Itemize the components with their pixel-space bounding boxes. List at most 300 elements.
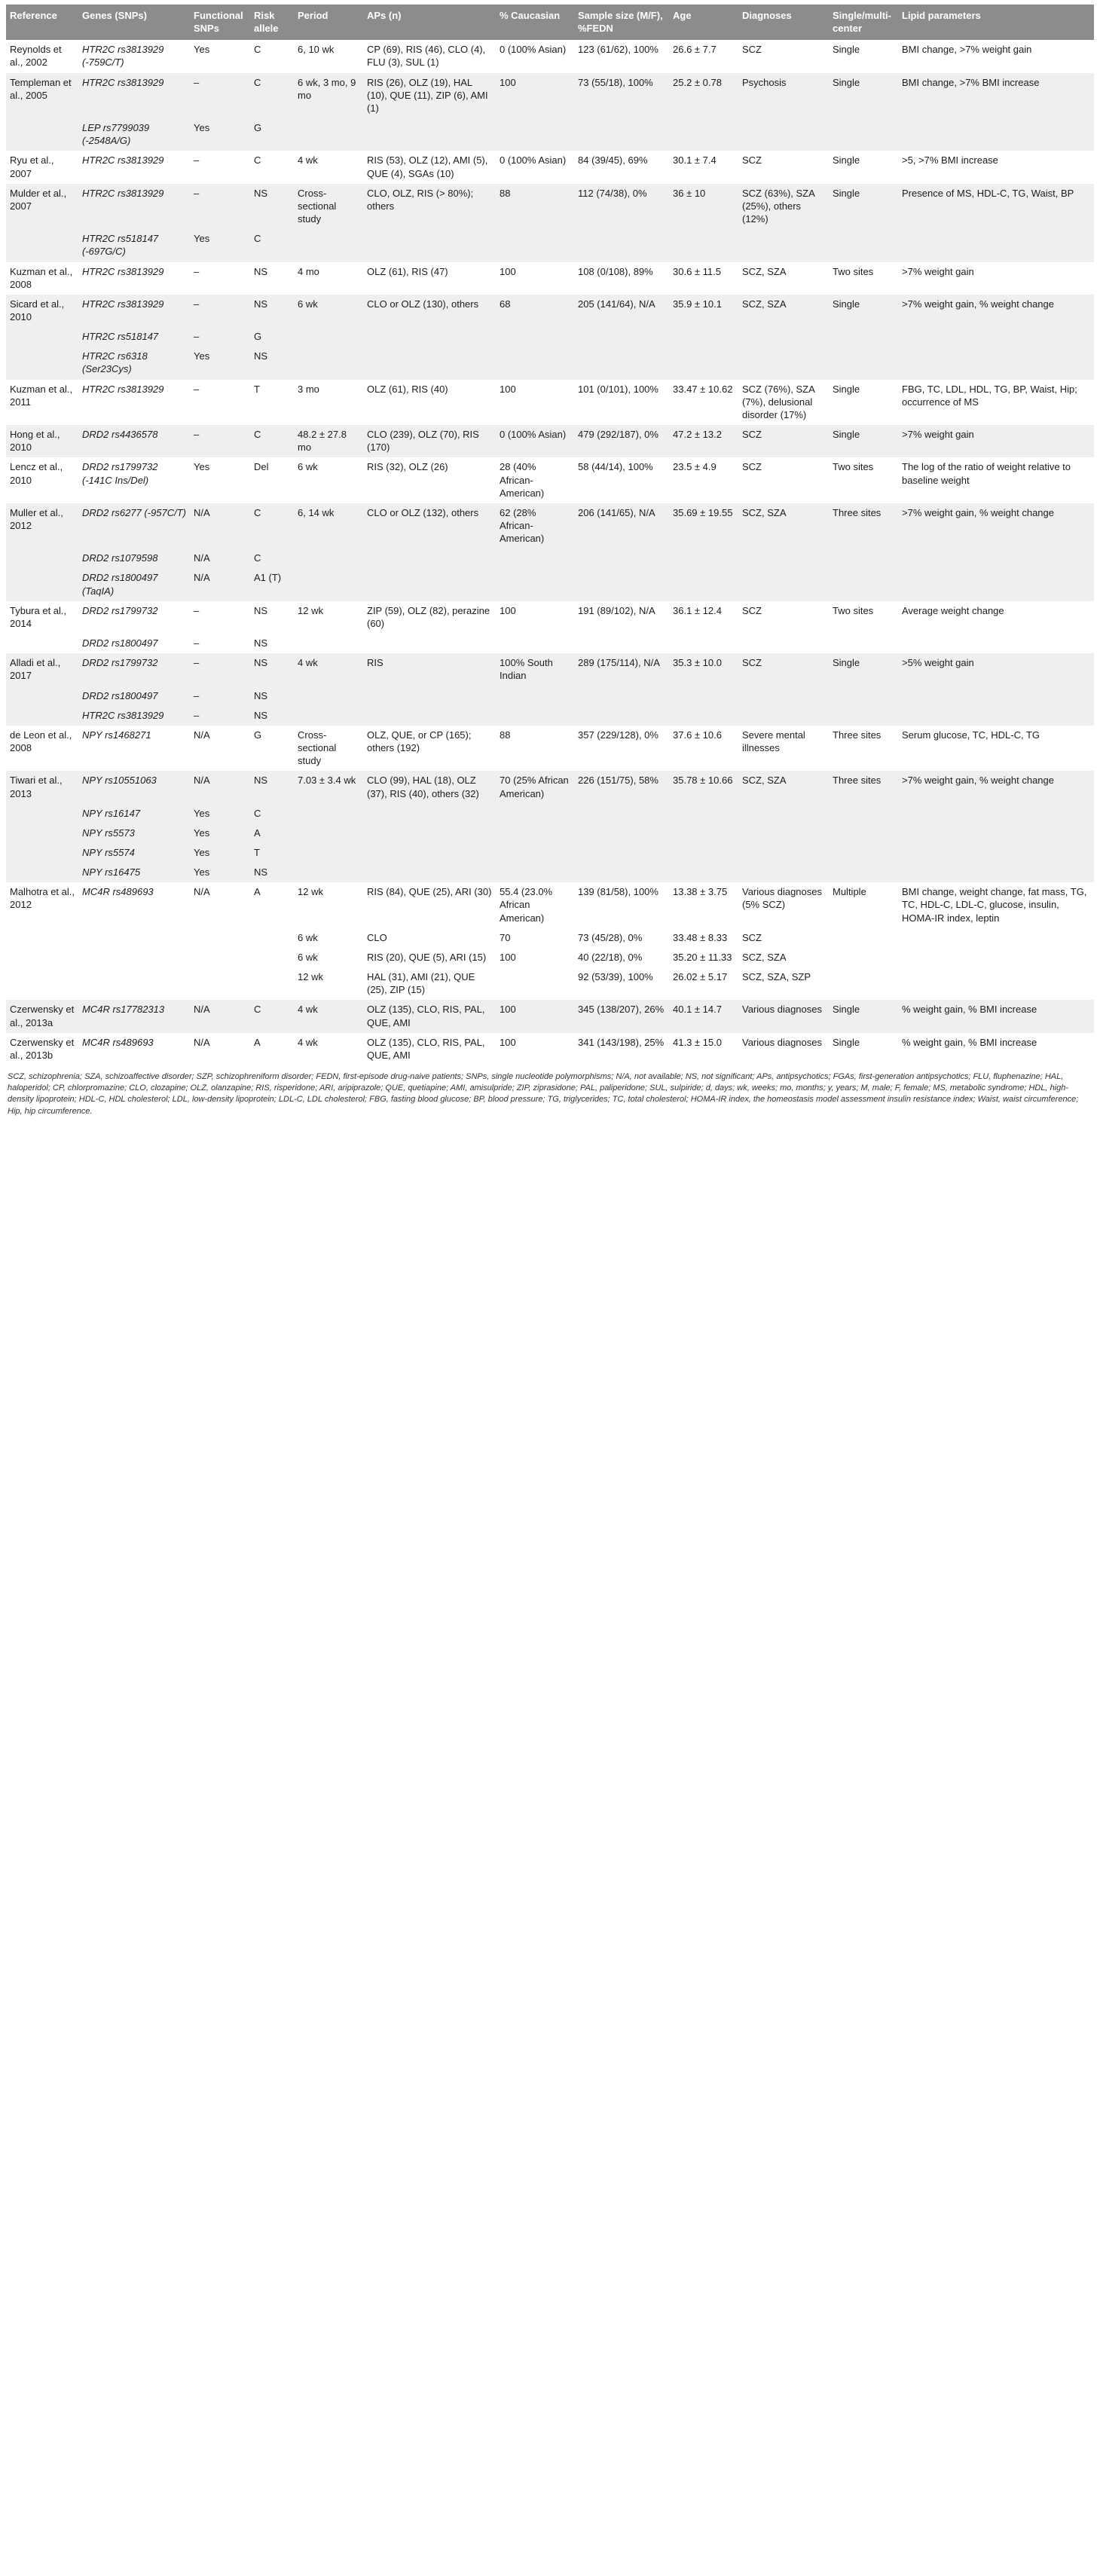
center-cell [829,568,898,600]
age-cell [669,804,738,824]
risk-allele-cell: C [250,229,294,261]
gene-snp-cell: DRD2 rs1079598 [78,549,190,568]
center-cell: Three sites [829,726,898,771]
table-row [6,457,1094,503]
antipsychotics-cell [363,863,496,882]
age-cell [669,863,738,882]
diagnoses-cell: Various diagnoses [738,1000,829,1032]
antipsychotics-cell: CLO or OLZ (132), others [363,503,496,549]
lipid-parameters-cell [898,804,1094,824]
risk-allele-cell: NS [250,184,294,229]
period-cell [294,843,363,863]
period-cell: Cross-sectional study [294,726,363,771]
reference-cell [6,863,78,882]
age-cell [669,347,738,379]
caucasian-percent-cell [496,686,574,706]
lipid-parameters-cell: >7% weight gain, % weight change [898,295,1094,327]
sample-size-cell [574,804,669,824]
lipid-parameters-cell: >7% weight gain, % weight change [898,503,1094,549]
risk-allele-cell: C [250,1000,294,1032]
age-cell: 23.5 ± 4.9 [669,457,738,503]
caucasian-percent-cell [496,863,574,882]
risk-allele-cell: G [250,118,294,151]
functional-snp-cell: – [190,686,250,706]
period-cell: 4 wk [294,653,363,686]
diagnoses-cell [738,804,829,824]
reference-cell: Mulder et al., 2007 [6,184,78,229]
antipsychotics-cell [363,549,496,568]
age-cell [669,686,738,706]
antipsychotics-cell: ZIP (59), OLZ (82), perazine (60) [363,601,496,634]
reference-cell [6,928,78,948]
lipid-parameters-cell: >5% weight gain [898,653,1094,686]
caucasian-percent-cell: 100 [496,1033,574,1065]
caucasian-percent-cell: 0 (100% Asian) [496,151,574,183]
reference-cell: Malhotra et al., 2012 [6,882,78,927]
reference-cell: Alladi et al., 2017 [6,653,78,686]
period-cell: 4 mo [294,262,363,295]
diagnoses-cell [738,229,829,261]
gene-snp-cell: MC4R rs489693 [78,1033,190,1065]
gene-snp-cell: HTR2C rs3813929 (-759C/T) [78,40,190,72]
center-cell [829,686,898,706]
sample-size-cell: 205 (141/64), N/A [574,295,669,327]
functional-snp-cell: – [190,601,250,634]
lipid-parameters-cell [898,706,1094,726]
table-row [6,503,1094,549]
center-cell [829,634,898,653]
period-cell: 6 wk [294,928,363,948]
sample-size-cell: 341 (143/198), 25% [574,1033,669,1065]
table-row [6,653,1094,686]
table-row [6,380,1094,425]
reference-cell: Tybura et al., 2014 [6,601,78,634]
caucasian-percent-cell: 100 [496,380,574,425]
caucasian-percent-cell [496,804,574,824]
antipsychotics-cell [363,843,496,863]
period-cell: Cross-sectional study [294,184,363,229]
period-cell: 6 wk, 3 mo, 9 mo [294,73,363,118]
gene-snp-cell: MC4R rs489693 [78,882,190,927]
risk-allele-cell: NS [250,706,294,726]
table-footnote: SCZ, schizophrenia; SZA, schizoaffective disorder; SZP, schizophreniform disorder; FEDN, first-episode drug-naive patients; SNPs, single nucleotide polymorphisms; N/A, not available; NS, not significant; APs, antipsychotics; FGAs, first-generation antipsychotics; FLU, fluphenazine; HAL, haloperidol; CP, chlorpromazine; CLO, clozapine; OLZ, olanzapine; RIS, risperidone; ARI, aripiprazole; QUE, quetiapine; AMI, amisulpride; ZIP, ziprasidone; PAL, paliperidone; SUL, sulpiride; d, days; wk, weeks; mo, months; y, years; M, male; F, female; MS, metabolic syndrome; HDL, high-density lipoprotein; HDL-C, HDL cholesterol; LDL, low-density lipoprotein; LDL-C, LDL cholesterol; FBG, fasting blood glucose; BP, blood pressure; TG, triglycerides; TC, total cholesterol; HOMA-IR index, the homeostasis model assessment insulin resistance index; Waist, waist circumference; Hip, hip circumference. [8,1072,1079,1116]
table-row [6,549,1094,568]
functional-snp-cell: N/A [190,549,250,568]
age-cell: 13.38 ± 3.75 [669,882,738,927]
center-cell [829,967,898,1000]
antipsychotics-cell: RIS (84), QUE (25), ARI (30) [363,882,496,927]
diagnoses-cell: Various diagnoses [738,1033,829,1065]
sample-size-cell [574,568,669,600]
diagnoses-cell: SCZ [738,601,829,634]
table-row [6,686,1094,706]
sample-size-cell [574,824,669,843]
age-cell: 26.6 ± 7.7 [669,40,738,72]
lipid-parameters-cell [898,568,1094,600]
functional-snp-cell: Yes [190,843,250,863]
reference-cell [6,843,78,863]
diagnoses-cell: SCZ, SZA [738,948,829,967]
center-cell [829,118,898,151]
lipid-parameters-cell: BMI change, >7% BMI increase [898,73,1094,118]
gene-snp-cell: NPY rs10551063 [78,771,190,803]
period-cell [294,863,363,882]
diagnoses-cell: Psychosis [738,73,829,118]
age-cell: 33.47 ± 10.62 [669,380,738,425]
sample-size-cell: 73 (55/18), 100% [574,73,669,118]
age-cell: 41.3 ± 15.0 [669,1033,738,1065]
reference-cell [6,549,78,568]
gene-snp-cell: DRD2 rs1800497 (TaqIA) [78,568,190,600]
table-row [6,184,1094,229]
reference-cell [6,229,78,261]
sample-size-cell [574,229,669,261]
table-row [6,726,1094,771]
period-cell [294,327,363,347]
antipsychotics-cell: RIS (26), OLZ (19), HAL (10), QUE (11), ZIP (6), AMI (1) [363,73,496,118]
table-row [6,771,1094,803]
center-cell: Single [829,151,898,183]
gene-snp-cell: HTR2C rs3813929 [78,262,190,295]
diagnoses-cell [738,327,829,347]
antipsychotics-cell [363,686,496,706]
antipsychotics-cell: OLZ, QUE, or CP (165); others (192) [363,726,496,771]
diagnoses-cell: Various diagnoses (5% SCZ) [738,882,829,927]
gene-snp-cell [78,928,190,948]
sample-size-cell: 289 (175/114), N/A [574,653,669,686]
sample-size-cell: 123 (61/62), 100% [574,40,669,72]
functional-snp-cell: Yes [190,804,250,824]
gene-snp-cell [78,967,190,1000]
center-cell [829,948,898,967]
antipsychotics-cell: RIS [363,653,496,686]
reference-cell: Sicard et al., 2010 [6,295,78,327]
functional-snp-cell: N/A [190,568,250,600]
reference-cell [6,804,78,824]
risk-allele-cell: A [250,824,294,843]
diagnoses-cell [738,347,829,379]
sample-size-cell: 40 (22/18), 0% [574,948,669,967]
functional-snp-cell: – [190,706,250,726]
diagnoses-cell [738,634,829,653]
age-cell [669,549,738,568]
antipsychotics-cell: OLZ (61), RIS (47) [363,262,496,295]
gene-snp-cell: HTR2C rs3813929 [78,295,190,327]
period-cell [294,118,363,151]
functional-snp-cell: N/A [190,771,250,803]
caucasian-percent-cell [496,549,574,568]
caucasian-percent-cell: 100 [496,73,574,118]
functional-snp-cell: Yes [190,457,250,503]
sample-size-cell: 479 (292/187), 0% [574,425,669,457]
gene-snp-cell: NPY rs16475 [78,863,190,882]
caucasian-percent-cell: 62 (28% African-American) [496,503,574,549]
center-cell [829,824,898,843]
functional-snp-cell: – [190,262,250,295]
table-row [6,1000,1094,1032]
age-cell [669,118,738,151]
sample-size-cell: 345 (138/207), 26% [574,1000,669,1032]
lipid-parameters-cell: >5, >7% BMI increase [898,151,1094,183]
center-cell [829,863,898,882]
period-cell [294,634,363,653]
table-header [6,5,1094,40]
risk-allele-cell: A [250,882,294,927]
caucasian-percent-cell [496,568,574,600]
functional-snp-cell [190,928,250,948]
diagnoses-cell: SCZ [738,40,829,72]
column-header: Genes (SNPs) [78,5,190,40]
center-cell: Three sites [829,503,898,549]
center-cell [829,928,898,948]
header-row [6,5,1094,40]
lipid-parameters-cell [898,327,1094,347]
risk-allele-cell: C [250,151,294,183]
period-cell: 4 wk [294,151,363,183]
age-cell: 35.9 ± 10.1 [669,295,738,327]
risk-allele-cell: C [250,549,294,568]
functional-snp-cell: – [190,327,250,347]
gene-snp-cell: DRD2 rs1799732 [78,601,190,634]
gene-snp-cell: DRD2 rs6277 (-957C/T) [78,503,190,549]
table-row [6,262,1094,295]
gene-snp-cell: DRD2 rs1800497 [78,686,190,706]
risk-allele-cell: NS [250,262,294,295]
lipid-parameters-cell [898,549,1094,568]
center-cell: Single [829,184,898,229]
risk-allele-cell: NS [250,601,294,634]
period-cell [294,824,363,843]
sample-size-cell [574,863,669,882]
caucasian-percent-cell [496,634,574,653]
antipsychotics-cell [363,568,496,600]
antipsychotics-cell: CLO [363,928,496,948]
antipsychotics-cell: CLO or OLZ (130), others [363,295,496,327]
antipsychotics-cell: OLZ (135), CLO, RIS, PAL, QUE, AMI [363,1033,496,1065]
table-row [6,1033,1094,1065]
risk-allele-cell: NS [250,863,294,882]
table-body [6,40,1094,1065]
period-cell: 12 wk [294,601,363,634]
antipsychotics-cell [363,634,496,653]
reference-cell: Czerwensky et al., 2013b [6,1033,78,1065]
functional-snp-cell: N/A [190,882,250,927]
table-row [6,928,1094,948]
table-row [6,863,1094,882]
table-row [6,824,1094,843]
antipsychotics-cell: RIS (53), OLZ (12), AMI (5), QUE (4), SGAs (10) [363,151,496,183]
antipsychotics-cell [363,804,496,824]
antipsychotics-cell [363,706,496,726]
caucasian-percent-cell: 88 [496,184,574,229]
sample-size-cell: 108 (0/108), 89% [574,262,669,295]
sample-size-cell: 84 (39/45), 69% [574,151,669,183]
functional-snp-cell: – [190,634,250,653]
age-cell: 47.2 ± 13.2 [669,425,738,457]
caucasian-percent-cell: 68 [496,295,574,327]
period-cell: 6 wk [294,295,363,327]
functional-snp-cell: – [190,73,250,118]
lipid-parameters-cell: Average weight change [898,601,1094,634]
column-header: APs (n) [363,5,496,40]
functional-snp-cell [190,948,250,967]
reference-cell [6,706,78,726]
center-cell: Single [829,1033,898,1065]
sample-size-cell [574,843,669,863]
table-row [6,73,1094,118]
functional-snp-cell: – [190,653,250,686]
table-row [6,40,1094,72]
sample-size-cell [574,634,669,653]
table-row [6,804,1094,824]
antipsychotics-cell: RIS (32), OLZ (26) [363,457,496,503]
lipid-parameters-cell [898,843,1094,863]
diagnoses-cell: SCZ, SZA [738,503,829,549]
antipsychotics-cell: RIS (20), QUE (5), ARI (15) [363,948,496,967]
column-header: Period [294,5,363,40]
table-row [6,882,1094,927]
period-cell: 12 wk [294,967,363,1000]
antipsychotics-cell: HAL (31), AMI (21), QUE (25), ZIP (15) [363,967,496,1000]
gene-snp-cell: NPY rs5573 [78,824,190,843]
table-row [6,948,1094,967]
reference-cell: Hong et al., 2010 [6,425,78,457]
center-cell: Two sites [829,601,898,634]
more-rows-note [6,1117,1094,1120]
risk-allele-cell: T [250,843,294,863]
sample-size-cell [574,347,669,379]
period-cell [294,229,363,261]
reference-cell: Lencz et al., 2010 [6,457,78,503]
table-row [6,601,1094,634]
diagnoses-cell: SCZ, SZA, SZP [738,967,829,1000]
functional-snp-cell: Yes [190,863,250,882]
diagnoses-cell [738,686,829,706]
sample-size-cell: 191 (89/102), N/A [574,601,669,634]
lipid-parameters-cell [898,229,1094,261]
reference-cell [6,327,78,347]
age-cell: 40.1 ± 14.7 [669,1000,738,1032]
risk-allele-cell: NS [250,295,294,327]
sample-size-cell: 226 (151/75), 58% [574,771,669,803]
reference-cell [6,634,78,653]
gene-snp-cell: HTR2C rs3813929 [78,380,190,425]
table-row [6,706,1094,726]
center-cell: Three sites [829,771,898,803]
antipsychotics-cell [363,824,496,843]
gene-snp-cell: HTR2C rs518147 [78,327,190,347]
caucasian-percent-cell [496,967,574,1000]
center-cell: Two sites [829,262,898,295]
column-header: Lipid parameters [898,5,1094,40]
caucasian-percent-cell [496,706,574,726]
lipid-parameters-cell [898,347,1094,379]
center-cell [829,229,898,261]
period-cell: 7.03 ± 3.4 wk [294,771,363,803]
reference-cell [6,686,78,706]
gene-snp-cell: LEP rs7799039 (-2548A/G) [78,118,190,151]
period-cell: 6 wk [294,948,363,967]
column-header: Age [669,5,738,40]
age-cell [669,843,738,863]
risk-allele-cell: A1 (T) [250,568,294,600]
age-cell [669,634,738,653]
table-row [6,229,1094,261]
age-cell: 35.69 ± 19.55 [669,503,738,549]
age-cell: 37.6 ± 10.6 [669,726,738,771]
center-cell: Single [829,425,898,457]
age-cell [669,229,738,261]
diagnoses-cell: SCZ [738,151,829,183]
age-cell: 35.78 ± 10.66 [669,771,738,803]
reference-cell: Tiwari et al., 2013 [6,771,78,803]
functional-snp-cell: N/A [190,1033,250,1065]
antipsychotics-cell: CLO, OLZ, RIS (> 80%); others [363,184,496,229]
risk-allele-cell: NS [250,634,294,653]
reference-cell: Reynolds et al., 2002 [6,40,78,72]
column-header: Risk allele [250,5,294,40]
table-row [6,425,1094,457]
period-cell [294,549,363,568]
diagnoses-cell: SCZ [738,653,829,686]
gene-snp-cell: NPY rs16147 [78,804,190,824]
center-cell: Single [829,653,898,686]
diagnoses-cell: SCZ (63%), SZA (25%), others (12%) [738,184,829,229]
period-cell: 6, 10 wk [294,40,363,72]
antipsychotics-cell [363,118,496,151]
age-cell: 33.48 ± 8.33 [669,928,738,948]
risk-allele-cell [250,928,294,948]
age-cell [669,327,738,347]
lipid-parameters-cell [898,118,1094,151]
lipid-parameters-cell: Presence of MS, HDL-C, TG, Waist, BP [898,184,1094,229]
diagnoses-cell: Severe mental illnesses [738,726,829,771]
functional-snp-cell: – [190,184,250,229]
table-row [6,568,1094,600]
functional-snp-cell: Yes [190,347,250,379]
lipid-parameters-cell [898,686,1094,706]
center-cell: Single [829,295,898,327]
reference-cell: Czerwensky et al., 2013a [6,1000,78,1032]
risk-allele-cell: C [250,73,294,118]
lipid-parameters-cell: BMI change, weight change, fat mass, TG, TC, HDL-C, LDL-C, glucose, insulin, HOMA-IR index, leptin [898,882,1094,927]
gene-snp-cell [78,948,190,967]
column-header: Reference [6,5,78,40]
center-cell [829,706,898,726]
age-cell: 35.20 ± 11.33 [669,948,738,967]
period-cell [294,568,363,600]
age-cell: 36 ± 10 [669,184,738,229]
reference-cell [6,948,78,967]
lipid-parameters-cell: The log of the ratio of weight relative to baseline weight [898,457,1094,503]
caucasian-percent-cell [496,824,574,843]
center-cell: Two sites [829,457,898,503]
caucasian-percent-cell [496,843,574,863]
caucasian-percent-cell: 100 [496,601,574,634]
lipid-parameters-cell: % weight gain, % BMI increase [898,1000,1094,1032]
gene-snp-cell: DRD2 rs1800497 [78,634,190,653]
diagnoses-cell: SCZ [738,425,829,457]
gene-snp-cell: HTR2C rs3813929 [78,73,190,118]
table-row [6,151,1094,183]
genetic-association-table [6,5,1094,1065]
gene-snp-cell: HTR2C rs3813929 [78,706,190,726]
sample-size-cell: 206 (141/65), N/A [574,503,669,549]
diagnoses-cell [738,863,829,882]
center-cell [829,843,898,863]
risk-allele-cell: NS [250,347,294,379]
gene-snp-cell: HTR2C rs518147 (-697G/C) [78,229,190,261]
